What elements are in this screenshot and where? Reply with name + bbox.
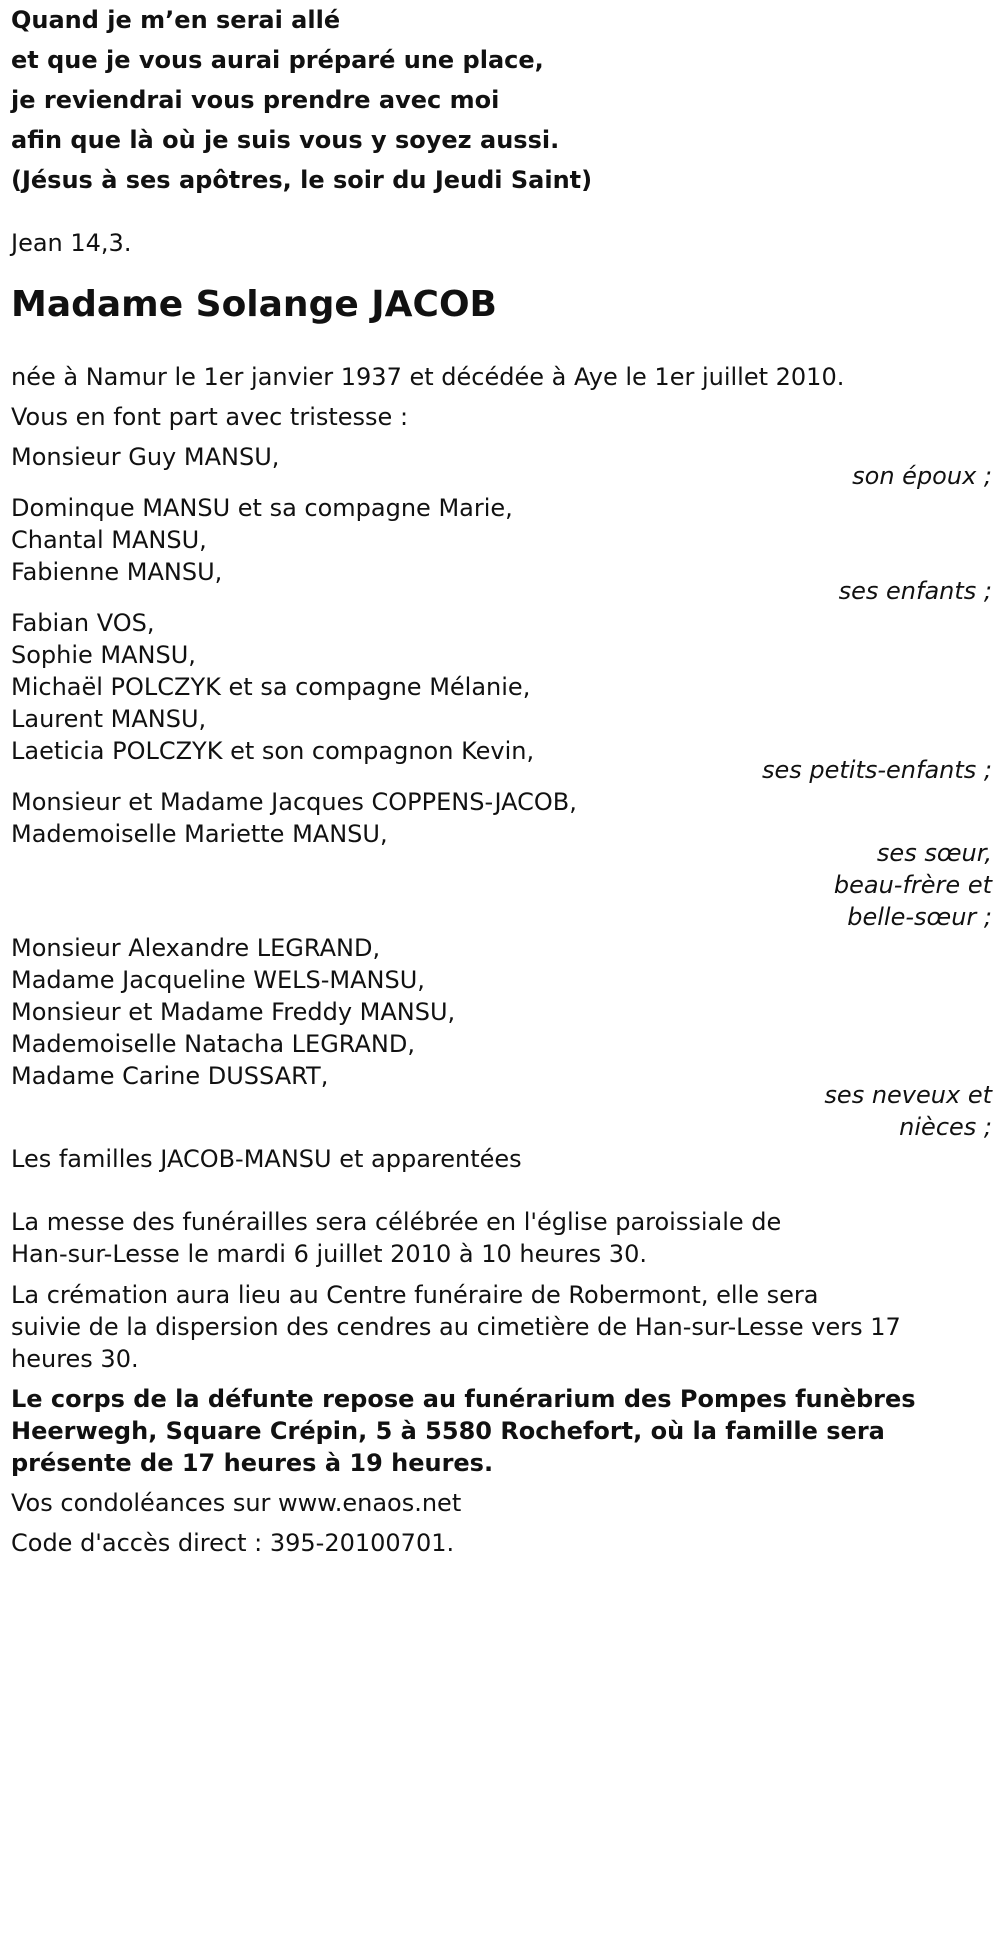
relation-nephews: nièces ; (899, 1113, 992, 1141)
families-line: Les familles JACOB-MANSU et apparentées (11, 1145, 522, 1173)
quote-line-2: et que je vous aurai préparé une place, (11, 46, 544, 74)
quote-line-1: Quand je m’en serai allé (11, 6, 341, 34)
cremation-line: suivie de la dispersion des cendres au cimetière de Han-sur-Lesse vers 17 (11, 1313, 901, 1341)
deceased-name: Madame Solange JACOB (11, 284, 497, 325)
relation-siblings: belle-sœur ; (847, 903, 992, 931)
child-member: Dominque MANSU et sa compagne Marie, (11, 494, 513, 522)
mass-line: La messe des funérailles sera célébrée en l'église paroissiale de (11, 1208, 782, 1236)
grandchild-member: Laeticia POLCZYK et son compagnon Kevin, (11, 737, 535, 765)
cremation-line: heures 30. (11, 1345, 139, 1373)
condolences-line: Vos condoléances sur www.enaos.net (11, 1489, 462, 1517)
nephew-member: Monsieur Alexandre LEGRAND, (11, 934, 381, 962)
access-code-line: Code d'accès direct : 395-20100701. (11, 1529, 455, 1557)
spouse-member: Monsieur Guy MANSU, (11, 443, 280, 471)
nephew-member: Monsieur et Madame Freddy MANSU, (11, 998, 456, 1026)
relation-siblings: beau-frère et (833, 871, 992, 899)
relation-spouse: son époux ; (852, 462, 992, 490)
relation-nephews: ses neveux et (824, 1081, 992, 1109)
relation-siblings: ses sœur, (876, 839, 992, 867)
child-member: Fabienne MANSU, (11, 558, 223, 586)
nephew-member: Madame Carine DUSSART, (11, 1062, 329, 1090)
quote-reference: Jean 14,3. (11, 229, 132, 257)
relation-children: ses enfants ; (838, 577, 992, 605)
grandchild-member: Fabian VOS, (11, 609, 155, 637)
funeral-home-line: Le corps de la défunte repose au funérarium des Pompes funèbres (11, 1385, 916, 1413)
relation-grandchildren: ses petits-enfants ; (761, 756, 992, 784)
sibling-member: Monsieur et Madame Jacques COPPENS-JACOB, (11, 788, 577, 816)
funeral-home-line: Heerwegh, Square Crépin, 5 à 5580 Rochefort, où la famille sera (11, 1417, 885, 1445)
quote-line-3: je reviendrai vous prendre avec moi (11, 86, 500, 114)
nephew-member: Madame Jacqueline WELS-MANSU, (11, 966, 425, 994)
announcement-line: Vous en font part avec tristesse : (11, 403, 409, 431)
funeral-home-line: présente de 17 heures à 19 heures. (11, 1449, 494, 1477)
birth-death-line: née à Namur le 1er janvier 1937 et décédée à Aye le 1er juillet 2010. (11, 363, 845, 391)
quote-line-5: (Jésus à ses apôtres, le soir du Jeudi Saint) (11, 166, 593, 194)
quote-line-4: afin que là où je suis vous y soyez aussi. (11, 126, 560, 154)
grandchild-member: Michaël POLCZYK et sa compagne Mélanie, (11, 673, 531, 701)
sibling-member: Mademoiselle Mariette MANSU, (11, 820, 388, 848)
child-member: Chantal MANSU, (11, 526, 207, 554)
grandchild-member: Laurent MANSU, (11, 705, 207, 733)
cremation-line: La crémation aura lieu au Centre funéraire de Robermont, elle sera (11, 1281, 819, 1309)
mass-line: Han-sur-Lesse le mardi 6 juillet 2010 à 10 heures 30. (11, 1240, 647, 1268)
grandchild-member: Sophie MANSU, (11, 641, 196, 669)
nephew-member: Mademoiselle Natacha LEGRAND, (11, 1030, 415, 1058)
